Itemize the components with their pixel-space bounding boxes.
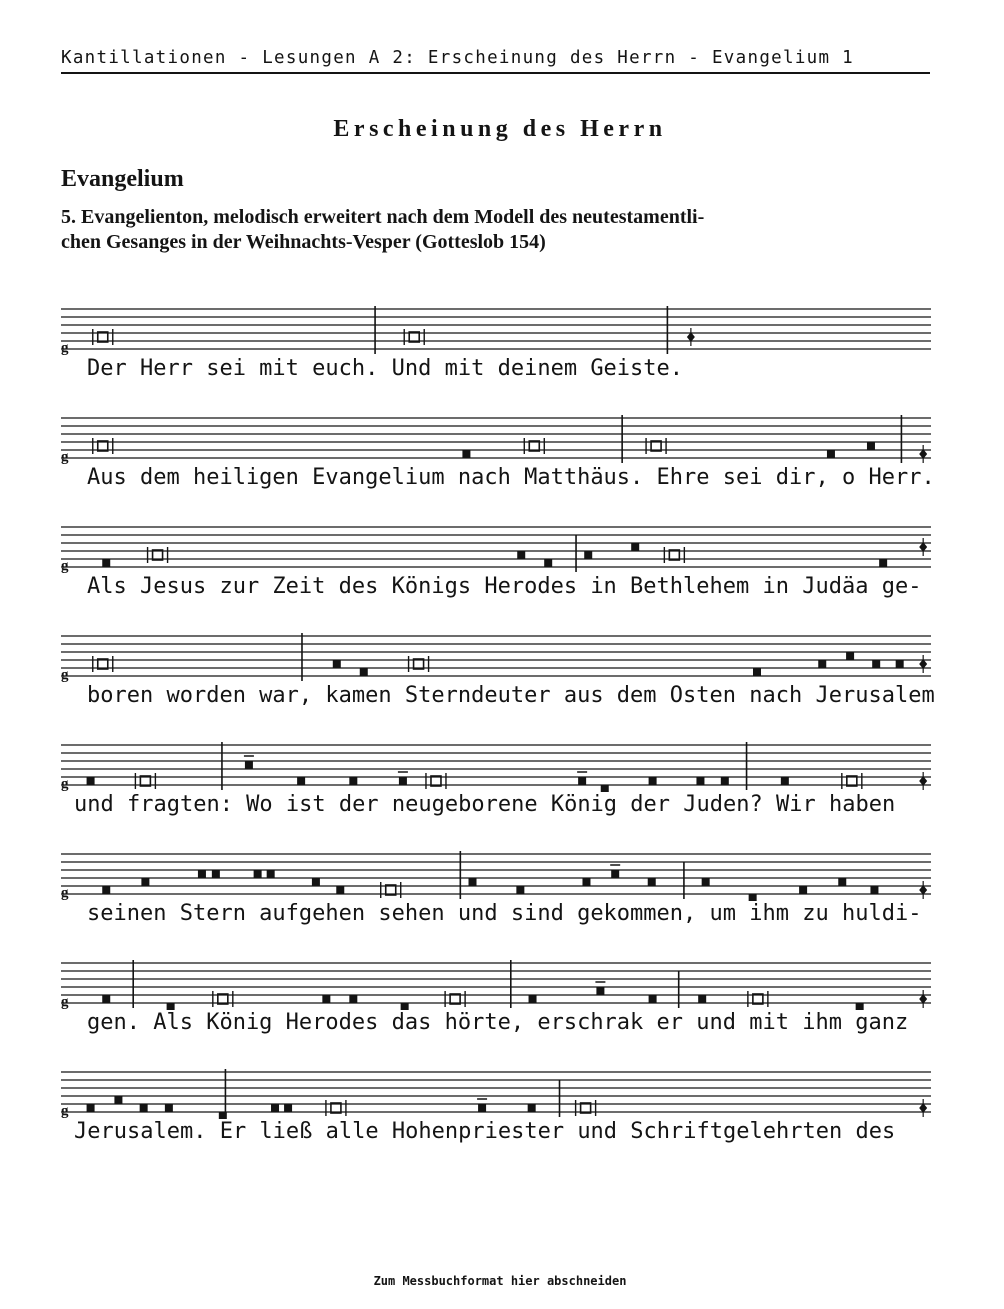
chant-system — [0, 742, 1004, 848]
chant-note — [165, 1104, 173, 1112]
chant-note — [856, 1003, 864, 1010]
chant-note — [648, 878, 656, 886]
staff — [0, 524, 1004, 574]
chant-note — [271, 1104, 279, 1112]
chant-note — [87, 1104, 95, 1112]
chant-note — [517, 551, 525, 559]
chant-note — [529, 995, 537, 1003]
chant-note — [578, 777, 586, 785]
chant-note — [721, 777, 729, 785]
chant-note — [167, 1003, 175, 1010]
chant-system — [0, 415, 1004, 521]
chant-note — [582, 878, 590, 886]
lyric-line: seinen Stern aufgehen sehen und sind gekommen, um ihm zu huldi- — [87, 901, 922, 926]
chant-note — [818, 660, 826, 668]
lyric-line: gen. Als König Herodes das hörte, erschrak er und mit ihm ganz — [87, 1010, 909, 1035]
clef-glyph: g — [61, 776, 69, 792]
chant-note — [399, 777, 407, 785]
chant-note — [245, 761, 253, 769]
chant-note — [528, 1104, 536, 1112]
chant-note — [827, 450, 835, 458]
clef-glyph: g — [61, 340, 69, 356]
clef-glyph: g — [61, 667, 69, 683]
lyric-line: und fragten: Wo ist der neugeborene König der Juden? Wir haben — [74, 792, 896, 817]
chant-note — [401, 1003, 409, 1010]
chant-note — [702, 878, 710, 886]
chant-note — [838, 878, 846, 886]
running-head: Kantillationen - Lesungen A 2: Erscheinung des Herrn - Evangelium 1 — [61, 48, 930, 74]
chant-note — [870, 886, 878, 894]
lyric-line: Der Herr sei mit euch. Und mit deinem Geiste. — [87, 356, 684, 381]
chant-note — [284, 1104, 292, 1112]
subtitle-line: 5. Evangelienton, melodisch erweitert nach dem Modell des neutestamentli- — [61, 206, 705, 228]
chant-note — [749, 894, 757, 901]
lyric-line: Jerusalem. Er ließ alle Hohenpriester und Schriftgelehrten des — [74, 1119, 896, 1144]
chant-note — [846, 652, 854, 660]
chant-system — [0, 524, 1004, 630]
subtitle-line: chen Gesanges in der Weihnachts-Vesper (Gotteslob 154) — [61, 231, 546, 253]
staff — [0, 306, 1004, 356]
chant-note — [114, 1096, 122, 1104]
chant-note — [219, 1112, 227, 1119]
staff — [0, 1069, 1004, 1119]
chant-note — [516, 886, 524, 894]
chant-note — [462, 450, 470, 458]
subtitle — [61, 205, 941, 255]
chant-note — [469, 878, 477, 886]
chant-system — [0, 306, 1004, 412]
staff — [0, 415, 1004, 465]
chant-system — [0, 1069, 1004, 1175]
chant-note — [584, 551, 592, 559]
staff — [0, 851, 1004, 901]
chant-note — [601, 785, 609, 792]
chant-note — [696, 777, 704, 785]
chant-note — [198, 870, 206, 878]
chant-system — [0, 960, 1004, 1066]
chant-system — [0, 851, 1004, 957]
clef-glyph: g — [61, 558, 69, 574]
chant-note — [212, 870, 220, 878]
lyric-line: Als Jesus zur Zeit des Königs Herodes in Bethlehem in Judäa ge- — [87, 574, 922, 599]
staff — [0, 633, 1004, 683]
chant-note — [611, 870, 619, 878]
chant-note — [140, 1104, 148, 1112]
chant-note — [333, 660, 341, 668]
chant-note — [141, 878, 149, 886]
chant-note — [631, 543, 639, 551]
chant-note — [297, 777, 305, 785]
chant-note — [267, 870, 275, 878]
footer-note: Zum Messbuchformat hier abschneiden — [373, 1274, 627, 1288]
chant-note — [360, 668, 368, 676]
staff — [0, 742, 1004, 792]
chant-note — [698, 995, 706, 1003]
section-heading: Evangelium — [61, 166, 184, 192]
chant-note — [799, 886, 807, 894]
chant-note — [102, 995, 110, 1003]
chant-note — [102, 559, 110, 567]
chant-note — [349, 777, 357, 785]
clef-glyph: g — [61, 1103, 69, 1119]
chant-note — [896, 660, 904, 668]
chant-note — [349, 995, 357, 1003]
chant-note — [649, 777, 657, 785]
chant-note — [872, 660, 880, 668]
chant-note — [649, 995, 657, 1003]
chant-note — [596, 987, 604, 995]
chant-note — [312, 878, 320, 886]
chant-note — [879, 559, 887, 567]
chant-note — [336, 886, 344, 894]
chant-note — [254, 870, 262, 878]
clef-glyph: g — [61, 994, 69, 1010]
chant-note — [478, 1104, 486, 1112]
lyric-line: boren worden war, kamen Sterndeuter aus dem Osten nach Jerusalem — [87, 683, 935, 708]
chant-note — [322, 995, 330, 1003]
chant-note — [867, 442, 875, 450]
chant-note — [753, 668, 761, 676]
clef-glyph: g — [61, 885, 69, 901]
page-title: Erscheinung des Herrn — [333, 116, 667, 142]
lyric-line: Aus dem heiligen Evangelium nach Matthäus. Ehre sei dir, o Herr. — [87, 465, 935, 490]
chant-note — [102, 886, 110, 894]
chant-note — [781, 777, 789, 785]
staff — [0, 960, 1004, 1010]
chant-note — [87, 777, 95, 785]
chant-system — [0, 633, 1004, 739]
clef-glyph: g — [61, 449, 69, 465]
chant-note — [544, 559, 552, 567]
